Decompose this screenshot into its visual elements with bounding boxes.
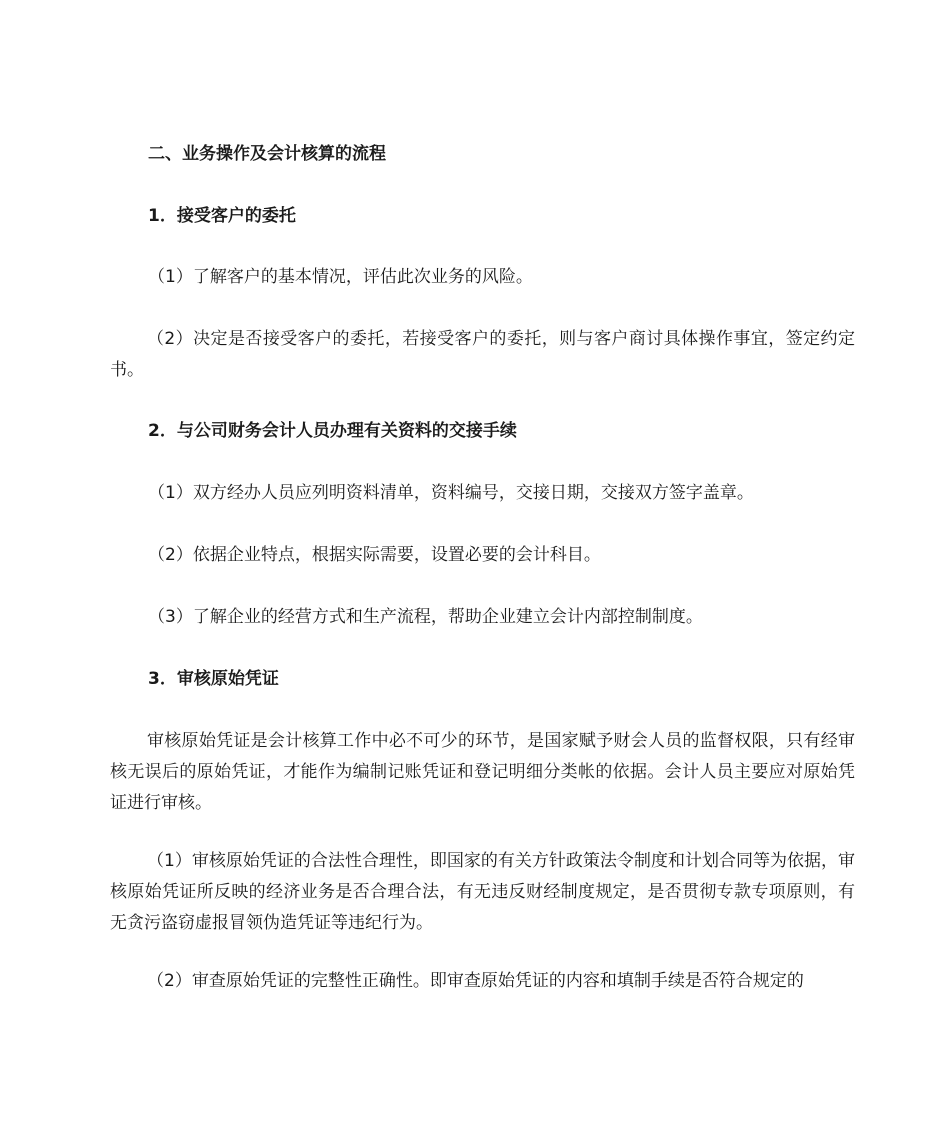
paragraph-3-2: （2）审查原始凭证的完整性正确性。即审查原始凭证的内容和填制手续是否符合规定的 [147, 971, 804, 991]
paragraph-2-3: （3）了解企业的经营方式和生产流程，帮助企业建立会计内部控制制度。 [148, 607, 703, 627]
paragraph-3-intro: 审核原始凭证是会计核算工作中必不可少的环节，是国家赋予财会人员的监督权限，只有经审核无误后的原始凭证，才能作为编制记账凭证和登记明细分类帐的依据。会计人员主要应对原始凭证进行审核。 [110, 731, 855, 813]
heading-3: 3．审核原始凭证 [148, 669, 279, 689]
paragraph-1-2: （2）决定是否接受客户的委托，若接受客户的委托，则与客户商讨具体操作事宜，签定约定书。 [110, 329, 855, 380]
section-title: 二、业务操作及会计核算的流程 [148, 144, 386, 164]
heading-2: 2．与公司财务会计人员办理有关资料的交接手续 [148, 421, 517, 441]
paragraph-1-1: （1）了解客户的基本情况，评估此次业务的风险。 [148, 267, 533, 287]
paragraph-2-2: （2）依据企业特点，根据实际需要，设置必要的会计科目。 [148, 545, 601, 565]
heading-1: 1．接受客户的委托 [148, 206, 296, 226]
paragraph-3-1: （1）审核原始凭证的合法性合理性，即国家的有关方针政策法令制度和计划合同等为依据，审核原始凭证所反映的经济业务是否合理合法，有无违反财经制度规定，是否贯彻专款专项原则，有无贪污盗窃虚报冒领伪造凭证等违纪行为。 [110, 851, 855, 933]
paragraph-2-1: （1）双方经办人员应列明资料清单，资料编号，交接日期，交接双方签字盖章。 [148, 483, 754, 503]
